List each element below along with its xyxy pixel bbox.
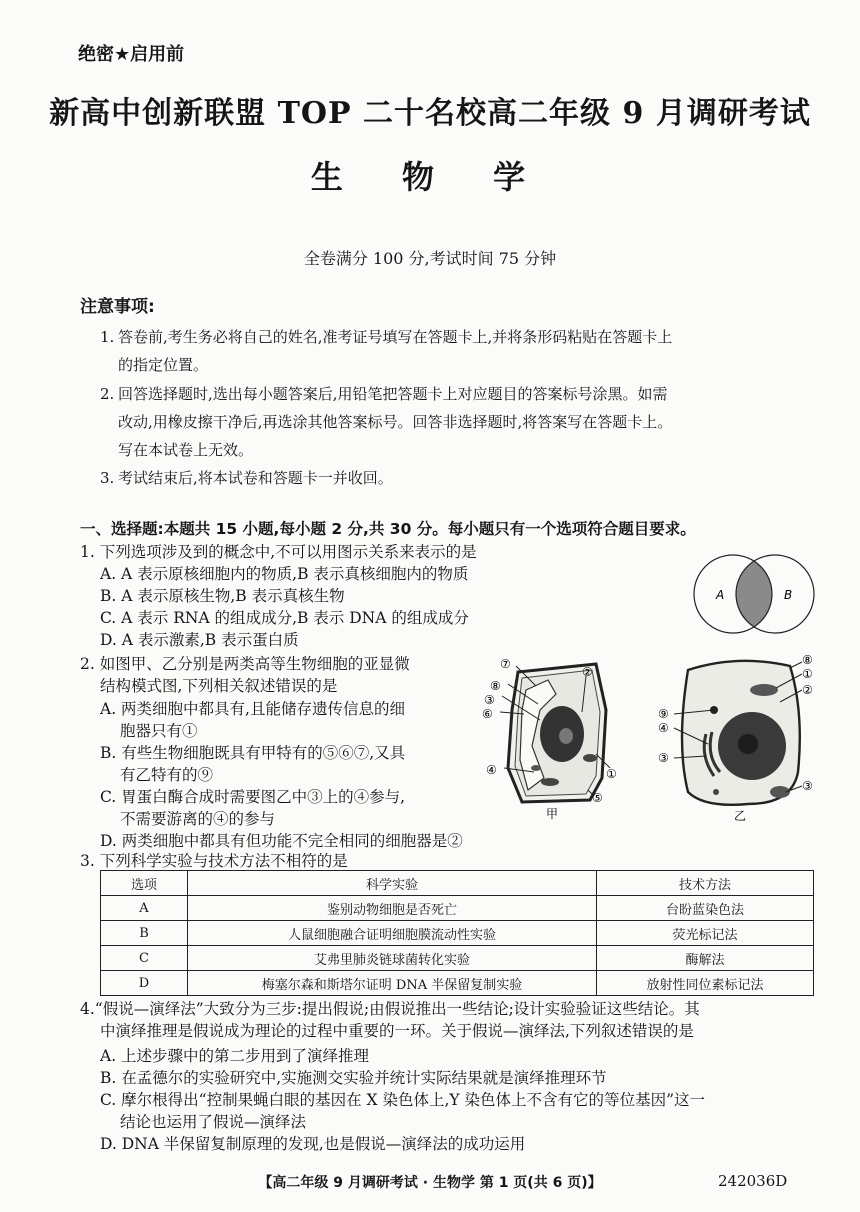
label-5: ⑤: [592, 791, 603, 805]
label-4: ④: [658, 721, 669, 735]
q1-stem: 1. 下列选项涉及到的概念中,不可以用图示关系来表示的是: [80, 543, 477, 561]
label-9: ⑨: [658, 707, 669, 721]
notice-item-3: 3. 考试结束后,将本试卷和答题卡一并收回。: [100, 469, 393, 487]
vesicle: [713, 789, 719, 795]
notice-item-1: 1. 答卷前,考生务必将自己的姓名,准考证号填写在答题卡上,并将条形码粘贴在答题卡上 的指定位置。: [100, 328, 673, 374]
q2-option-c-cont: 不需要游离的④的参与: [120, 810, 276, 828]
q4-option-c: C. 摩尔根得出“控制果蝇白眼的基因在 X 染色体上,Y 染色体上不含有它的等位基因”这一: [100, 1091, 705, 1109]
table-cell: B: [101, 921, 188, 946]
notice-heading: 注意事项:: [80, 297, 155, 317]
section-heading: 一、选择题:本题共 15 小题,每小题 2 分,共 30 分。每小题只有一个选项符合题目要求。: [80, 520, 696, 538]
label-4: ④: [486, 763, 497, 777]
page-footer: 【高二年级 9 月调研考试 · 生物学 第 1 页(共 6 页)】: [258, 1175, 602, 1191]
table-cell: A: [101, 896, 188, 921]
venn-label-b: B: [784, 588, 793, 602]
q4-option-b: B. 在孟德尔的实验研究中,实施测交实验并统计实际结果就是演绎推理环节: [100, 1069, 607, 1087]
label-3: ③: [658, 751, 669, 765]
table-row: [101, 921, 814, 946]
venn-label-a: A: [716, 588, 725, 602]
table-cell: 鉴别动物细胞是否死亡: [188, 896, 597, 921]
table-header-row: [101, 871, 814, 896]
q3-table: [100, 870, 814, 996]
q2-option-d: D. 两类细胞中都具有但功能不完全相同的细胞器是②: [100, 832, 463, 850]
table-cell: 放射性同位素标记法: [597, 971, 814, 996]
label-3: ③: [484, 693, 495, 707]
table-header: 技术方法: [597, 871, 814, 896]
table-cell: 人鼠细胞融合证明细胞膜流动性实验: [188, 921, 597, 946]
q4-stem-line-1: 4.“假说—演绎法”大致分为三步:提出假说;由假说推出一些结论;设计实验验证这些结论。其: [80, 1000, 700, 1018]
table-cell: 梅塞尔森和斯塔尔证明 DNA 半保留复制实验: [188, 971, 597, 996]
confidential-mark: 绝密★启用前: [78, 44, 185, 65]
q2-option-a-cont: 胞器只有①: [120, 722, 198, 740]
exam-title: 新高中创新联盟 TOP 二十名校高二年级 9 月调研考试: [49, 96, 811, 131]
table-header: 科学实验: [188, 871, 597, 896]
table-header: 选项: [101, 871, 188, 896]
plant-cell-figure: [478, 650, 628, 822]
q1-option-b: B. A 表示原核生物,B 表示真核生物: [100, 587, 345, 605]
table-row: [101, 946, 814, 971]
q1-option-c: C. A 表示 RNA 的组成成分,B 表示 DNA 的组成成分: [100, 609, 469, 627]
paper-code: 242036D: [718, 1172, 788, 1190]
subject-title: 生 物 学: [310, 158, 550, 196]
label-7: ⑦: [500, 657, 511, 671]
nucleolus: [738, 734, 758, 754]
q1-option-a: A. A 表示原核细胞内的物质,B 表示真核细胞内的物质: [100, 565, 469, 583]
animal-cell-figure: [652, 652, 824, 824]
table-cell: 荧光标记法: [597, 921, 814, 946]
q4-option-a: A. 上述步骤中的第二步用到了演绎推理: [100, 1047, 370, 1065]
table-row: [101, 971, 814, 996]
score-time-info: 全卷满分 100 分,考试时间 75 分钟: [303, 249, 557, 268]
q4-stem-line-2: 中演绎推理是假说成为理论的过程中重要的一环。关于假说—演绎法,下列叙述错误的是: [100, 1022, 694, 1040]
label-8: ⑧: [490, 679, 501, 693]
table-cell: 台盼蓝染色法: [597, 896, 814, 921]
q2-option-b: B. 有些生物细胞既具有甲特有的⑤⑥⑦,又具: [100, 744, 406, 762]
table-cell: 酶解法: [597, 946, 814, 971]
q4-option-c-cont: 结论也运用了假说—演绎法: [120, 1113, 307, 1131]
table-cell: 艾弗里肺炎链球菌转化实验: [188, 946, 597, 971]
figure-caption-jia: 甲: [546, 807, 559, 821]
q2-stem-line-1: 2. 如图甲、乙分别是两类高等生物细胞的亚显微: [80, 655, 410, 673]
q2-option-b-cont: 有乙特有的⑨: [120, 766, 214, 784]
label-8: ⑧: [802, 653, 813, 667]
label-2: ②: [582, 665, 593, 679]
label-3: ③: [802, 779, 813, 793]
figure-caption-yi: 乙: [734, 809, 747, 823]
table-cell: C: [101, 946, 188, 971]
chloroplast: [541, 778, 559, 786]
q2-option-c: C. 胃蛋白酶合成时需要图乙中③上的④参与,: [100, 788, 406, 806]
chloroplast: [583, 754, 597, 762]
label-1: ①: [802, 667, 813, 681]
q2-stem-line-2: 结构模式图,下列相关叙述错误的是: [100, 677, 338, 695]
q1-option-d: D. A 表示激素,B 表示蛋白质: [100, 631, 299, 649]
q4-option-d: D. DNA 半保留复制原理的发现,也是假说—演绎法的成功运用: [100, 1135, 526, 1153]
label-6: ⑥: [482, 707, 493, 721]
label-1: ①: [606, 767, 617, 781]
mitochondrion: [750, 684, 778, 696]
q3-stem: 3. 下列科学实验与技术方法不相符的是: [80, 852, 348, 870]
nucleolus: [559, 728, 573, 744]
venn-diagram: [686, 553, 822, 635]
table-row: [101, 896, 814, 921]
q2-option-a: A. 两类细胞中都具有,且能储存遗传信息的细: [100, 700, 405, 718]
mitochondrion: [531, 765, 541, 771]
table-cell: D: [101, 971, 188, 996]
label-2: ②: [802, 683, 813, 697]
notice-item-2: 2. 回答选择题时,选出每小题答案后,用铅笔把答题卡上对应题目的答案标号涂黑。如需 改动,用橡皮擦干净后,再选涂其他答案标号。回答非选择题时,将答案写在答题卡上。 写在本试卷上无效。: [100, 385, 673, 459]
